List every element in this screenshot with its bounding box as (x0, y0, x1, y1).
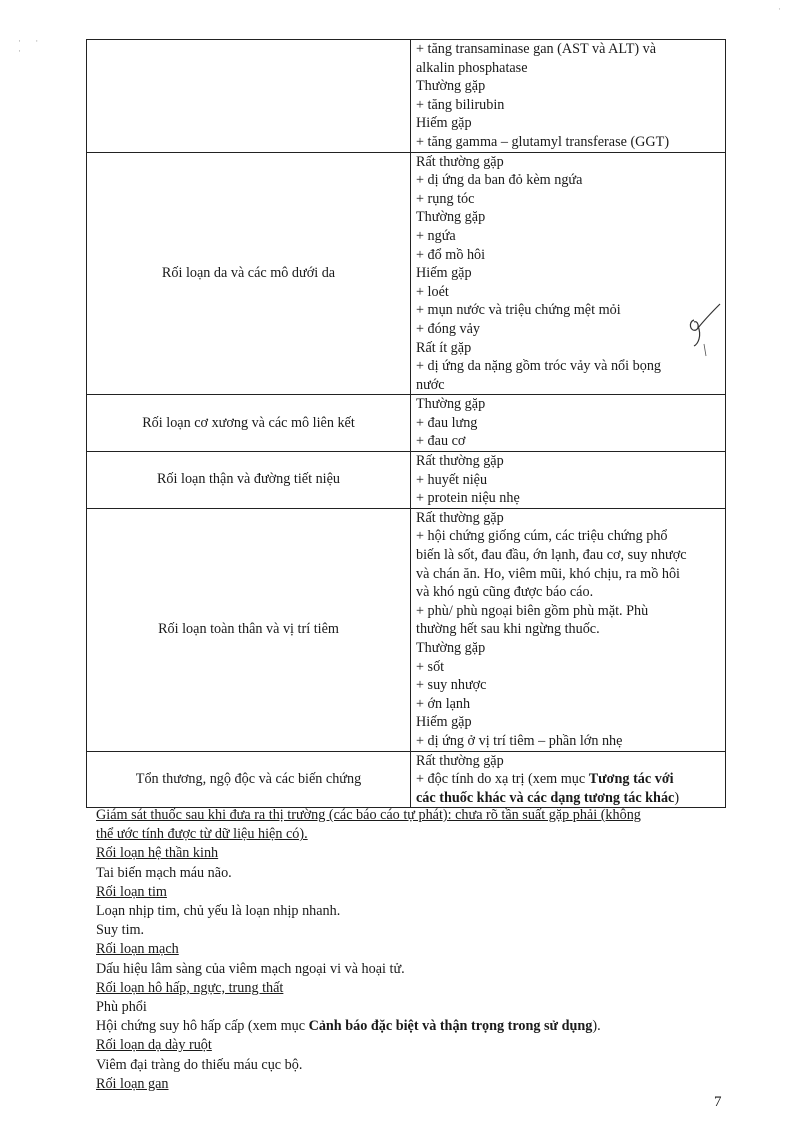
frequency-line: Thường gặp (416, 640, 486, 656)
frequency-line-text: + độc tính do xạ trị (xem mục (416, 771, 589, 788)
frequency-line: alkalin phosphatase (416, 59, 528, 76)
frequency-line: + ớn lạnh (416, 695, 471, 712)
frequency-line: Rất thường gặp (416, 453, 504, 470)
vascular-heading: Rối loạn mạch (96, 941, 179, 958)
frequency-line: + loét (416, 283, 449, 300)
frequency-line: + đóng vảy (416, 320, 480, 337)
frequency-line: Thường gặp (416, 78, 486, 95)
frequency-line: + đau lưng (416, 414, 478, 431)
frequency-line: + dị ứng da ban đỏ kèm ngứa (416, 172, 583, 189)
frequency-line: và khó ngủ cũng được báo cáo. (416, 584, 594, 601)
frequency-line: Thường gặp (416, 209, 486, 226)
postmarketing-section (96, 806, 736, 1094)
respiratory-heading: Rối loạn hô hấp, ngực, trung thất (96, 979, 284, 996)
frequency-cell (411, 40, 726, 153)
table-row (87, 508, 726, 751)
organ-class-cell: Rối loạn cơ xương và các mô liên kết (87, 395, 411, 452)
frequency-line: + tăng bilirubin (416, 96, 505, 113)
table-row (87, 395, 726, 452)
cardiac-text-1: Loạn nhịp tim, chủ yếu là loạn nhịp nhanh. (96, 903, 341, 920)
frequency-cell (411, 152, 726, 395)
cross-reference-bold: các thuốc khác và các dạng tương tác khác (416, 789, 675, 806)
frequency-line: Rất thường gặp (416, 153, 504, 170)
frequency-line: + hội chứng giống cúm, các triệu chứng phổ (416, 528, 668, 545)
hepatic-heading: Rối loạn gan (96, 1075, 169, 1092)
frequency-line: + rụng tóc (416, 190, 475, 207)
respiratory-text-2 (96, 1017, 736, 1036)
organ-class-cell: Rối loạn da và các mô dưới da (87, 152, 411, 395)
frequency-line: + phù/ phù ngoại biên gồm phù mặt. Phù (416, 602, 649, 619)
frequency-line: + sốt (416, 658, 445, 675)
frequency-line: Rất ít gặp (416, 339, 472, 356)
frequency-line: nước (416, 376, 445, 393)
frequency-line: thường hết sau khi ngừng thuốc. (416, 621, 600, 638)
handwritten-initial (684, 300, 724, 365)
nervous-system-heading: Rối loạn hệ thần kinh (96, 845, 219, 862)
postmarketing-heading-line-1: Giám sát thuốc sau khi đưa ra thị trường (các báo cáo tự phát): chưa rõ tần suất gặp phải (không (96, 807, 641, 823)
frequency-line: và chán ăn. Ho, viêm mũi, khó chịu, ra mồ hôi (416, 565, 680, 582)
table-row (87, 751, 726, 808)
cross-reference-bold: Tương tác với (588, 771, 674, 788)
respiratory-text-2-suffix: ). (592, 1018, 601, 1035)
frequency-cell (411, 751, 726, 808)
frequency-line: Hiếm gặp (416, 265, 472, 282)
page-number: 7 (714, 1094, 722, 1110)
table-row (87, 152, 726, 395)
table-row (87, 452, 726, 509)
frequency-line: Hiếm gặp (416, 115, 472, 132)
frequency-line: Rất thường gặp (416, 509, 504, 526)
frequency-cell (411, 395, 726, 452)
frequency-line-text: ) (674, 789, 680, 806)
gastro-text: Viêm đại tràng do thiếu máu cục bộ. (96, 1056, 303, 1073)
frequency-line: Thường gặp (416, 396, 486, 413)
frequency-line: + tăng gamma – glutamyl transferase (GGT) (416, 133, 670, 150)
frequency-line: + đau cơ (416, 433, 466, 450)
postmarketing-heading-line-2: thể ước tính được từ dữ liệu hiện có). (96, 826, 308, 843)
vascular-text: Dấu hiệu lâm sàng của viêm mạch ngoại vi và hoại tử. (96, 960, 405, 977)
scan-corner-mark: · (778, 4, 781, 14)
cardiac-heading: Rối loạn tim (96, 883, 167, 900)
gastro-heading: Rối loạn dạ dày ruột (96, 1037, 212, 1054)
organ-class-cell: Tổn thương, ngộ độc và các biến chứng (87, 751, 411, 808)
frequency-line: + mụn nước và triệu chứng mệt mỏi (416, 302, 621, 319)
frequency-line: + dị ứng da nặng gồm tróc vảy và nổi bọng (416, 358, 662, 375)
frequency-line: + tăng transaminase gan (AST và ALT) và (416, 41, 657, 57)
respiratory-text-2-bold: Cảnh báo đặc biệt và thận trọng trong sử dụng (308, 1018, 593, 1035)
respiratory-text-2-prefix: Hội chứng suy hô hấp cấp (xem mục (96, 1018, 309, 1035)
frequency-line (416, 770, 723, 789)
frequency-line: + ngứa (416, 227, 456, 244)
nervous-system-text: Tai biến mạch máu não. (96, 864, 232, 881)
organ-class-cell (87, 40, 411, 153)
frequency-cell (411, 508, 726, 751)
respiratory-text-1: Phù phổi (96, 999, 147, 1016)
frequency-line: Hiếm gặp (416, 714, 472, 731)
frequency-cell (411, 452, 726, 509)
frequency-line: + dị ứng ở vị trí tiêm – phần lớn nhẹ (416, 732, 623, 749)
frequency-line (416, 789, 723, 808)
organ-class-cell: Rối loạn toàn thân và vị trí tiêm (87, 508, 411, 751)
frequency-line: + protein niệu nhẹ (416, 490, 520, 507)
organ-class-cell: Rối loạn thận và đường tiết niệu (87, 452, 411, 509)
frequency-line: biến là sốt, đau đầu, ớn lạnh, đau cơ, suy nhược (416, 547, 687, 564)
frequency-line: Rất thường gặp (416, 752, 504, 769)
frequency-line: + suy nhược (416, 677, 487, 694)
adverse-effects-table (86, 39, 726, 808)
scan-specks: · · · (18, 36, 45, 56)
table-row (87, 40, 726, 153)
frequency-line: + huyết niệu (416, 471, 488, 488)
frequency-line: + đổ mồ hôi (416, 246, 486, 263)
cardiac-text-2: Suy tim. (96, 922, 145, 939)
